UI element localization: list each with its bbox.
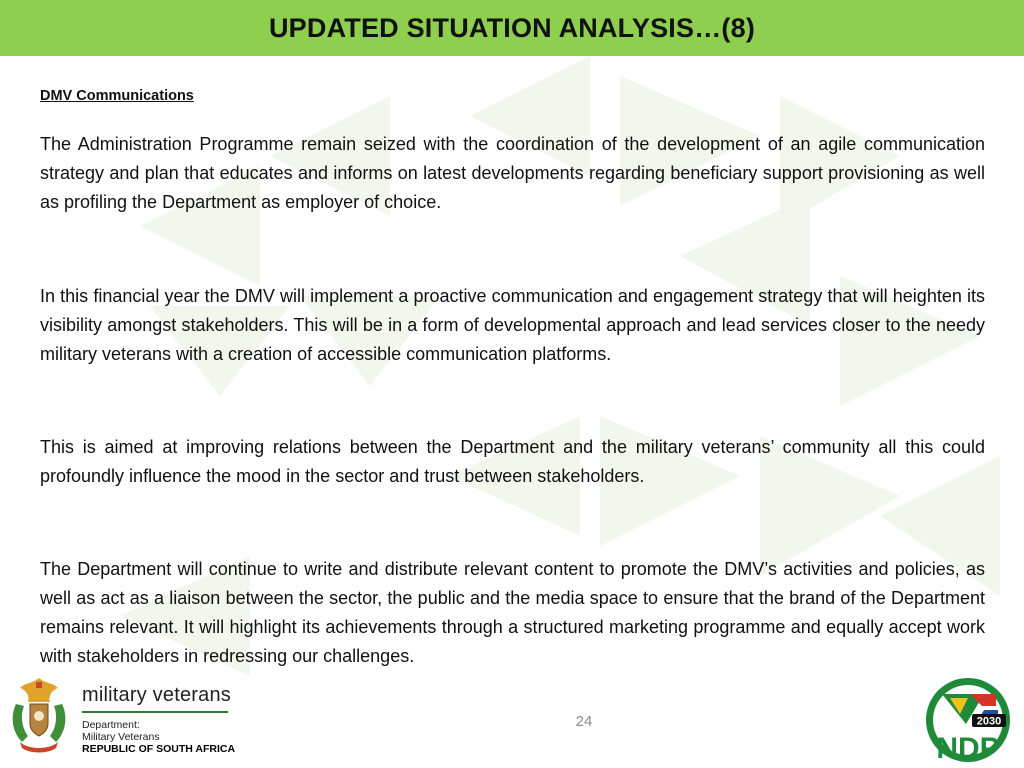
- department-logo: [8, 674, 238, 756]
- slide-title: UPDATED SITUATION ANALYSIS…(8): [268, 12, 756, 43]
- coat-of-arms-icon: [8, 674, 70, 754]
- slide-content: [40, 88, 985, 666]
- department-line-1: Department:: [82, 719, 140, 731]
- title-bar: [0, 0, 1024, 56]
- paragraph-2: In this financial year the DMV will implement a proactive communication and engagement strategy that will heighten its visibility amongst stakeholders. This will be in a form of developmental approach and lead services closer to the needy military veterans with a creation of accessible communication platforms.: [40, 286, 985, 364]
- department-text: [82, 684, 235, 755]
- paragraph-3: This is aimed at improving relations between the Department and the military veterans’ community all this could profoundly influence the mood in the sector and trust between stakeholders.: [40, 437, 985, 486]
- paragraph-4: The Department will continue to write and distribute relevant content to promote the DMV’s activities and policies, as well as act as a liaison between the sector, the public and the media space to ensure that the brand of the Department remains relevant. It will highlight its achievements through a structured marketing programme and equally accept work with stakeholders in redressing our challenges.: [40, 559, 985, 666]
- section-heading: DMV Communications: [40, 88, 194, 104]
- brand-divider: [82, 711, 228, 713]
- paragraph-1: The Administration Programme remain seized with the coordination of the development of an agile communication strategy and plan that educates and informs on latest developments regarding beneficiary support provisioning as well as profiling the Department as employer of choice.: [40, 134, 985, 212]
- ndp-year: 2030: [976, 715, 1002, 728]
- ndp-acronym: NDP: [936, 732, 1000, 764]
- page-number: 24: [575, 713, 593, 730]
- department-line-2: Military Veterans: [82, 731, 160, 743]
- ndp-2030-logo: [922, 676, 1014, 764]
- department-brand: military veterans: [82, 684, 231, 706]
- department-line-3: REPUBLIC OF SOUTH AFRICA: [82, 743, 236, 755]
